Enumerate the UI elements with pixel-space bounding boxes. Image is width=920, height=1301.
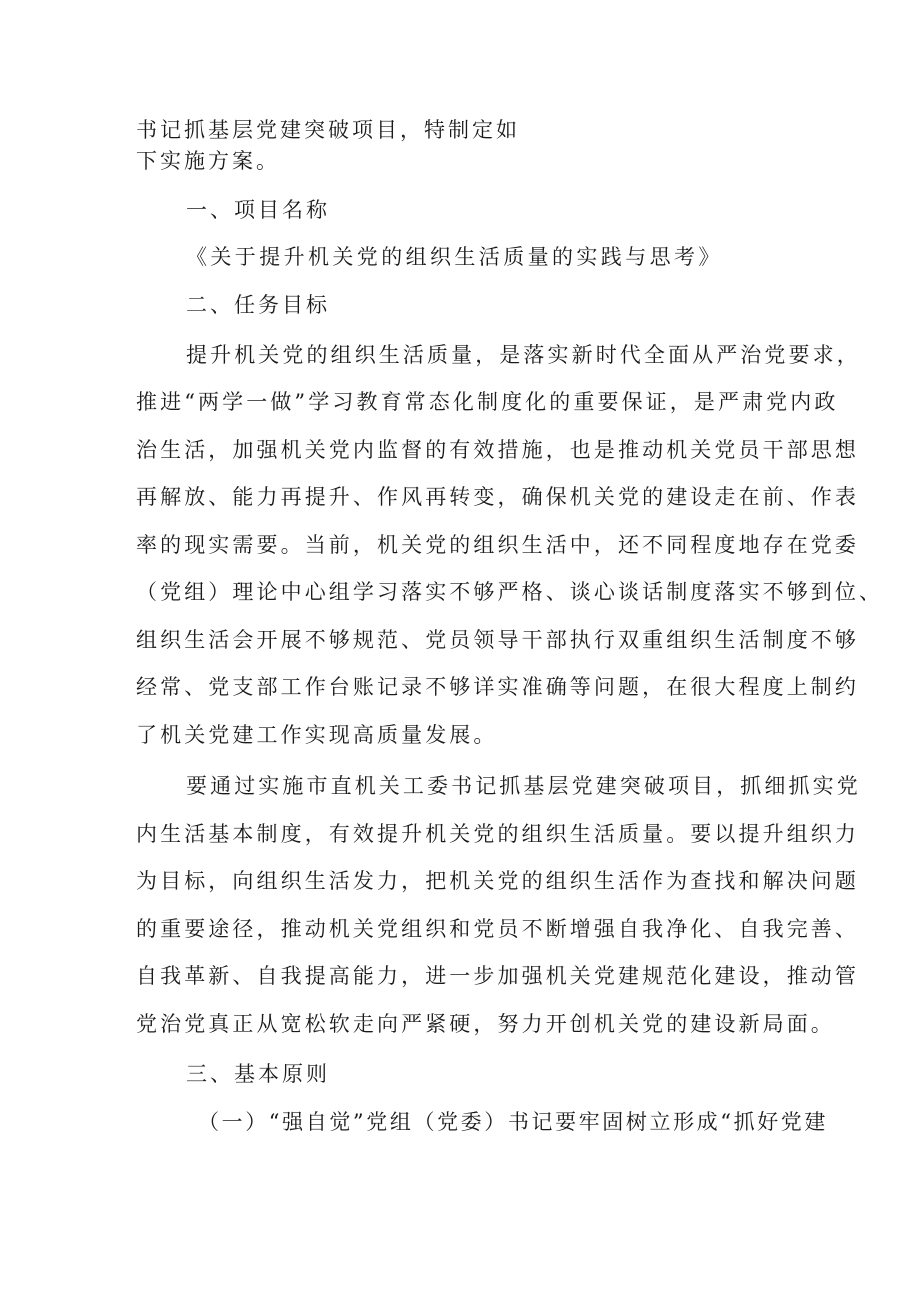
paragraph-line: 提升机关党的组织生活质量，是落实新时代全面从严治党要求， bbox=[186, 343, 861, 367]
section-heading-3: 三、基本原则 bbox=[186, 1062, 330, 1086]
paragraph-line: 治生活，加强机关党内监督的有效措施，也是推动机关党员干部思想 bbox=[136, 438, 859, 462]
paragraph-line: 组织生活会开展不够规范、党员领导干部执行双重组织生活制度不够 bbox=[136, 628, 859, 652]
principle-item-1: （一）“强自觉”党组（党委）书记要牢固树立形成“抓好党建 bbox=[198, 1110, 829, 1134]
paragraph-line: 自我革新、自我提高能力，进一步加强机关党建规范化建设，推动管 bbox=[136, 964, 859, 988]
paragraph-line: （党组）理论中心组学习落实不够严格、谈心谈话制度落实不够到位、 bbox=[136, 580, 884, 604]
paragraph-line: 推进“两学一做”学习教育常态化制度化的重要保证，是严肃党内政 bbox=[136, 390, 839, 414]
paragraph-line: 要通过实施市直机关工委书记抓基层党建突破项目，抓细抓实党 bbox=[186, 774, 861, 798]
paragraph-line: 党治党真正从宽松软走向严紧硬，努力开创机关党的建设新局面。 bbox=[136, 1012, 835, 1036]
paragraph-line: 内生活基本制度，有效提升机关党的组织生活质量。要以提升组织力 bbox=[136, 822, 859, 846]
paragraph-line: 率的现实需要。当前，机关党的组织生活中，还不同程度地存在党委 bbox=[136, 533, 859, 557]
paragraph-line: 为目标，向组织生活发力，把机关党的组织生活作为查找和解决问题 bbox=[136, 869, 859, 893]
paragraph-line: 的重要途径，推动机关党组织和党员不断增强自我净化、自我完善、 bbox=[136, 917, 859, 941]
paragraph-line: 经常、党支部工作台账记录不够详实准确等问题，在很大程度上制约 bbox=[136, 675, 859, 699]
intro-line: 下实施方案。 bbox=[136, 149, 280, 173]
paragraph-line: 了机关党建工作实现高质量发展。 bbox=[136, 723, 498, 747]
section-heading-1: 一、项目名称 bbox=[186, 198, 330, 222]
paragraph-line: 再解放、能力再提升、作风再转变，确保机关党的建设走在前、作表 bbox=[136, 485, 859, 509]
section-heading-2: 二、任务目标 bbox=[186, 293, 330, 317]
project-title: 《关于提升机关党的组织生活质量的实践与思考》 bbox=[186, 245, 723, 269]
intro-line: 书记抓基层党建突破项目，特制定如 bbox=[136, 118, 520, 142]
